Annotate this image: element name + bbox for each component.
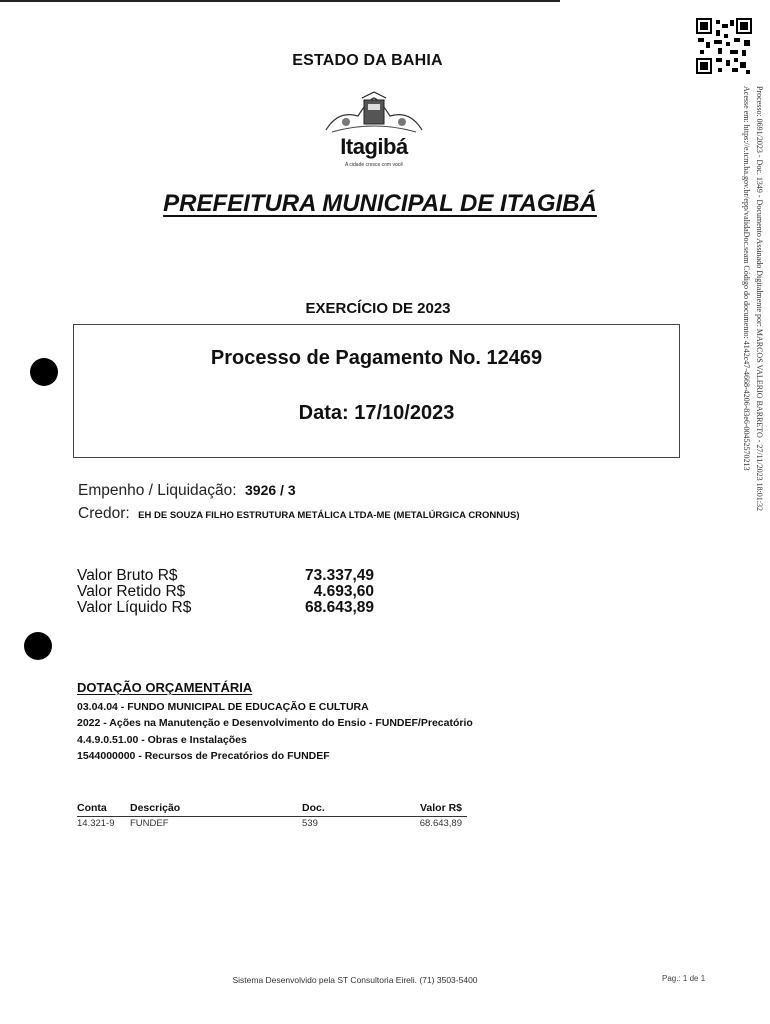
- state-heading: ESTADO DA BAHIA: [292, 52, 443, 69]
- dotacao-line: 03.04.04 - FUNDO MUNICIPAL DE EDUCAÇÃO E CULTURA: [77, 701, 369, 713]
- valor-bruto-label: Valor Bruto R$: [77, 567, 178, 584]
- qr-code-icon: [696, 18, 752, 74]
- valores-block: [77, 568, 374, 616]
- valor-bruto-row: [77, 568, 374, 584]
- top-border-line: [0, 0, 560, 2]
- credor-line: [78, 505, 520, 523]
- credor-label: Credor:: [78, 505, 130, 522]
- valor-bruto-value: 73.337,49: [305, 567, 374, 584]
- logo-wordmark: Itagibá: [340, 134, 408, 159]
- col-header-conta: Conta: [77, 802, 107, 814]
- footer-system: Sistema Desenvolvido pela ST Consultoria Eireli. (71) 3503-5400: [232, 975, 478, 985]
- exercicio-heading: EXERCÍCIO DE 2023: [305, 300, 451, 317]
- valor-retido-value: 4.693,60: [313, 583, 374, 600]
- dotacao-line: 2022 - Ações na Manutenção e Desenvolvimento do Ensio - FUNDEF/Precatório: [77, 717, 473, 729]
- dotacao-line: 1544000000 - Recursos de Precatórios do FUNDEF: [77, 750, 330, 762]
- processo-title: Processo de Pagamento No. 12469: [210, 347, 543, 369]
- col-header-doc: Doc.: [302, 802, 325, 814]
- dotacao-line: 4.4.9.0.51.00 - Obras e Instalações: [77, 734, 247, 746]
- signature-line-1: Processo: 0691/2023 - Doc. 1349 - Documento Assinado Digitalmente por: MARCOS VALERIO BARRETO - 27/11/2023 18:01:32: [755, 86, 764, 512]
- table-header-rule: [77, 816, 467, 817]
- col-header-valor: Valor R$: [419, 802, 462, 814]
- empenho-line: [78, 482, 296, 500]
- coat-of-arms-icon: [318, 90, 430, 136]
- prefeitura-title: PREFEITURA MUNICIPAL DE ITAGIBÁ: [163, 190, 597, 217]
- signature-line-2: Acesse em: https://e.tcm.ba.gov.br/epp/validaDoc.seam Código do documento: 4142c47-4668-4206-83e6-00452570213: [742, 86, 751, 471]
- cell-valor: 68.643,89: [419, 818, 462, 829]
- municipal-logo: [318, 90, 430, 176]
- cell-conta: 14.321-9: [77, 818, 115, 829]
- cell-descricao: FUNDEF: [130, 818, 169, 829]
- valor-retido-label: Valor Retido R$: [77, 583, 186, 600]
- logo-tagline: A cidade cresce com você: [344, 162, 404, 168]
- valor-liquido-row: [77, 600, 374, 616]
- empenho-value: 3926 / 3: [245, 482, 296, 498]
- valor-liquido-value: 68.643,89: [305, 599, 374, 616]
- dotacao-title: DOTAÇÃO ORÇAMENTÁRIA: [77, 680, 253, 695]
- processo-date: Data: 17/10/2023: [298, 402, 455, 424]
- credor-value: EH DE SOUZA FILHO ESTRUTURA METÁLICA LTDA-ME (METALÚRGICA CRONNUS): [138, 510, 520, 521]
- empenho-label: Empenho / Liquidação:: [78, 482, 237, 499]
- valor-liquido-label: Valor Líquido R$: [77, 599, 192, 616]
- processo-box: [73, 324, 680, 458]
- page-number: Pag.: 1 de 1: [662, 974, 706, 983]
- cell-doc: 539: [302, 818, 318, 829]
- valor-retido-row: [77, 584, 374, 600]
- col-header-descricao: Descrição: [130, 802, 181, 814]
- punch-hole-mark: [24, 632, 52, 660]
- punch-hole-mark: [30, 358, 58, 386]
